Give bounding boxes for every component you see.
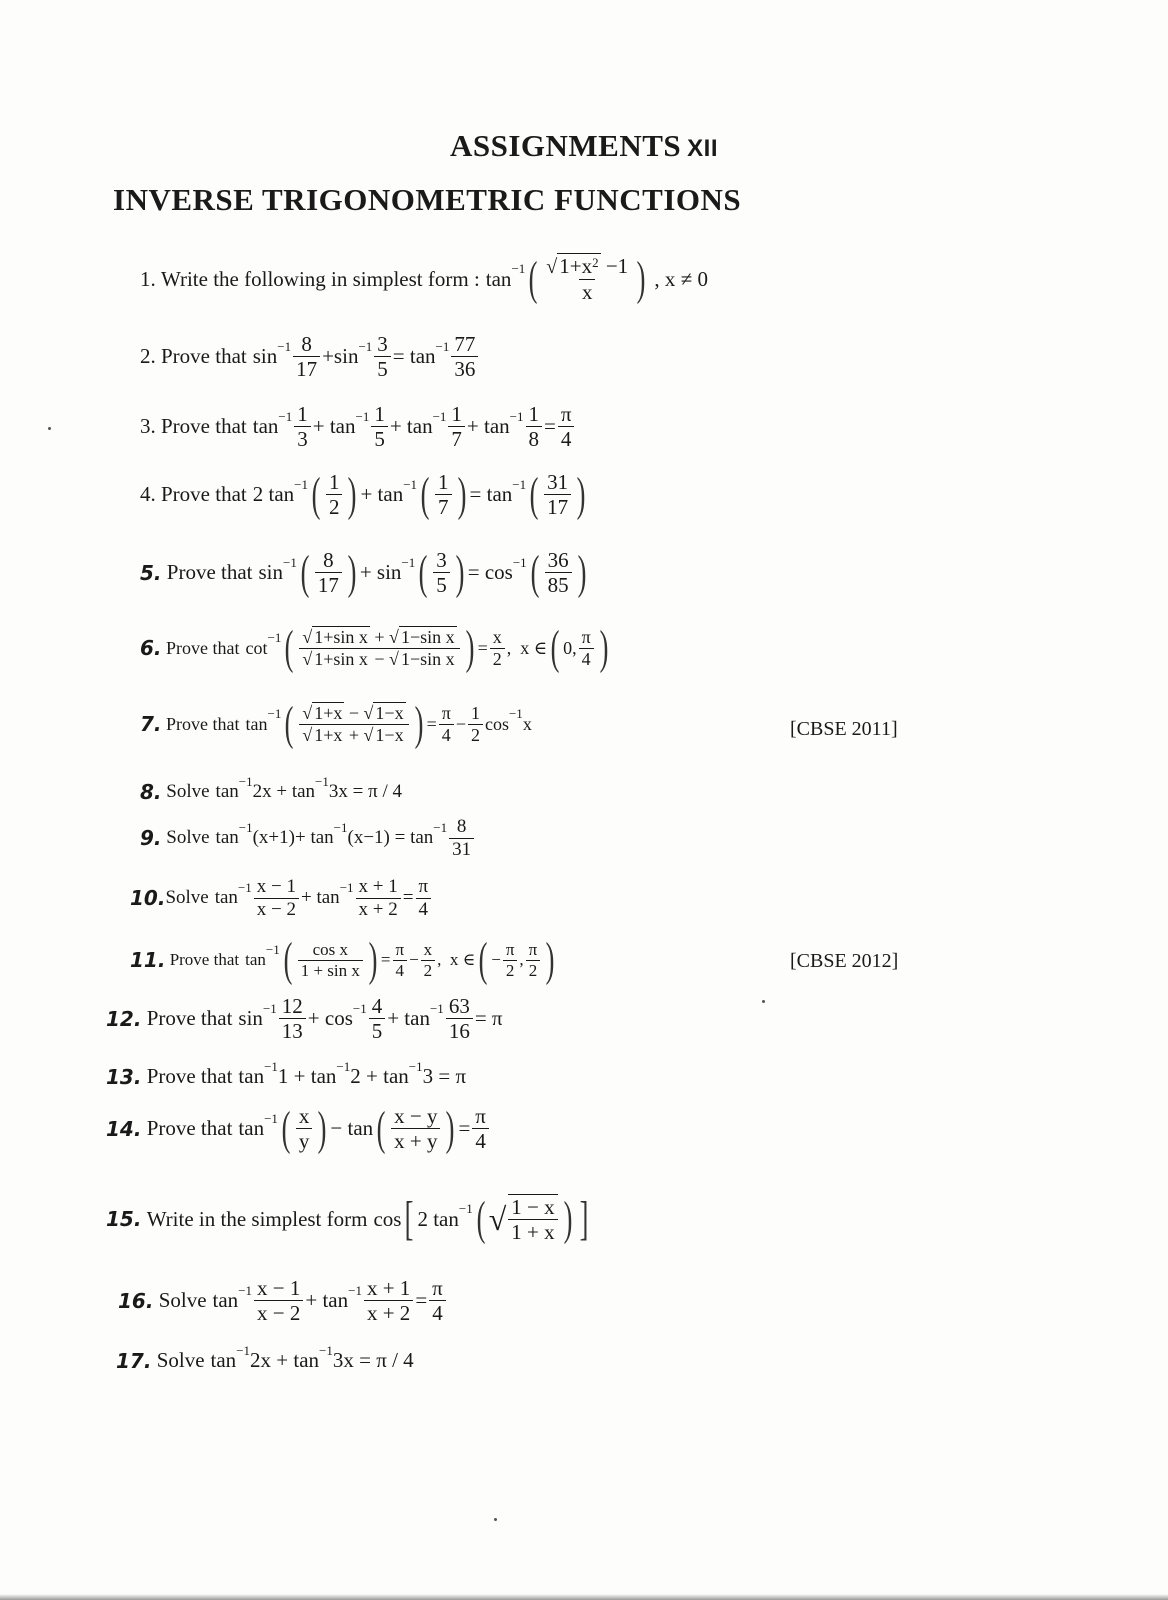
question-14 xyxy=(106,1101,491,1155)
question-text: Prove that xyxy=(166,560,253,585)
question-4 xyxy=(140,467,589,521)
question-math: cot −1 ( √ 1+sin x + √ 1−sin x √ 1+sin x − √ 1−sin x ) = x 2 , x ∈ ( 0, π 4 ) xyxy=(245,621,609,674)
question-7 xyxy=(140,697,532,750)
question-number: 14. xyxy=(106,1116,142,1141)
question-text: Prove that xyxy=(146,1006,233,1031)
question-math: tan −1 1 3 + tan −1 1 5 + tan −1 1 7 + tan −1 1 8 = π 4 xyxy=(253,402,577,451)
page-title: ASSIGNMENTS XII xyxy=(449,128,719,163)
question-text: Solve xyxy=(158,1288,207,1313)
question-number: 6. xyxy=(140,636,162,660)
question-number: 4. xyxy=(140,482,156,507)
question-5 xyxy=(140,545,590,599)
question-math: tan −1 x − 1 x − 2 + tan −1 x + 1 x + 2 = π 4 xyxy=(213,1276,448,1325)
question-text: Prove that xyxy=(169,950,240,969)
question-15 xyxy=(106,1194,592,1244)
question-number: 13. xyxy=(106,1064,142,1089)
question-text: Prove that xyxy=(161,482,247,507)
question-math: tan −1 2x + tan −1 3x = π / 4 xyxy=(210,1342,414,1372)
question-math: tan −1 ( cos x 1 + sin x ) = π 4 − x 2 , x ∈ ( − π 2 , π 2 ) xyxy=(245,933,555,986)
scan-speck xyxy=(762,1000,765,1003)
question-text: Prove that xyxy=(161,414,247,439)
question-number: 16. xyxy=(118,1288,154,1313)
question-number: 3. xyxy=(140,414,156,439)
question-number: 5. xyxy=(140,560,162,585)
question-3 xyxy=(140,402,576,451)
question-text: Prove that xyxy=(146,1116,233,1141)
question-math: tan −1 ( x y ) − tan ( x − y x + y ) = π 4 xyxy=(238,1104,490,1153)
question-number: 15. xyxy=(106,1207,142,1232)
question-number: 10. xyxy=(130,886,166,911)
question-13 xyxy=(106,1058,467,1089)
question-math: tan −1 ( $√1+x^2 -1$ x ) , x ≠ 0 xyxy=(485,252,708,306)
question-text: Prove that xyxy=(166,637,240,658)
question-math: sin −1 ( 8 17 ) + sin −1 ( 3 5 ) = cos −1 ( 36 85 ) xyxy=(258,545,587,599)
question-number: 17. xyxy=(116,1348,152,1373)
question-number: 7. xyxy=(140,712,162,736)
question-math: tan −1 x − 1 x − 2 + tan −1 x + 1 x + 2 = π 4 xyxy=(215,876,433,921)
page-subtitle: INVERSE TRIGONOMETRIC FUNCTIONS xyxy=(113,182,742,217)
question-text: Write the following in simplest form : xyxy=(161,266,480,291)
question-11 xyxy=(130,933,558,986)
question-16 xyxy=(118,1276,448,1325)
question-17 xyxy=(116,1342,414,1373)
question-text: Solve xyxy=(165,887,209,909)
question-math: sin −1 8 17 +sin −1 3 5 = tan −1 77 36 xyxy=(253,332,481,381)
question-1 xyxy=(140,254,708,304)
question-number: 12. xyxy=(106,1006,142,1031)
question-math: tan −1 1 + tan −1 2 + tan −1 3 = π xyxy=(238,1058,467,1088)
question-math: tan −1 ( √ 1+x − √ 1−x √ 1+x + √ 1−x ) = π 4 − 1 2 cos −1 x xyxy=(245,697,532,750)
question-number: 11. xyxy=(130,948,166,972)
question-2 xyxy=(140,332,480,381)
question-6 xyxy=(140,621,612,674)
question-10 xyxy=(130,876,433,921)
question-math: cos [ 2 tan −1 ( √ 1 − x 1 + x ) ] xyxy=(373,1192,588,1246)
question-8 xyxy=(140,774,402,804)
question-text: Solve xyxy=(156,1348,205,1372)
exam-tag: [CBSE 2012] xyxy=(790,950,899,972)
exam-tag: [CBSE 2011] xyxy=(790,718,898,740)
question-math: tan −1 (x+1)+ tan −1 (x−1) = tan −1 8 31 xyxy=(216,816,477,861)
question-text: Write in the simplest form xyxy=(146,1206,368,1231)
question-number: 8. xyxy=(140,780,162,804)
question-9 xyxy=(140,816,476,861)
scan-edge xyxy=(0,1594,1168,1600)
question-math: tan −1 2x + tan −1 3x = π / 4 xyxy=(215,774,402,802)
question-text: Solve xyxy=(166,827,210,849)
question-math: sin −1 12 13 + cos −1 4 5 + tan −1 63 16 = π xyxy=(238,994,503,1044)
question-12 xyxy=(106,994,503,1043)
scan-speck xyxy=(48,427,51,430)
question-text: Prove that xyxy=(146,1064,233,1088)
question-number: 1. xyxy=(140,266,156,291)
question-text: Solve xyxy=(166,781,210,802)
question-number: 2. xyxy=(140,344,156,369)
question-number: 9. xyxy=(140,826,162,851)
question-math: 2 tan −1 ( 1 2 ) + tan −1 ( 1 7 ) = tan −1 ( 31 17 ) xyxy=(252,467,586,521)
question-text: Prove that xyxy=(166,713,240,734)
question-text: Prove that xyxy=(161,344,247,369)
scan-speck xyxy=(494,1518,497,1521)
grade-label: XII xyxy=(687,135,719,162)
